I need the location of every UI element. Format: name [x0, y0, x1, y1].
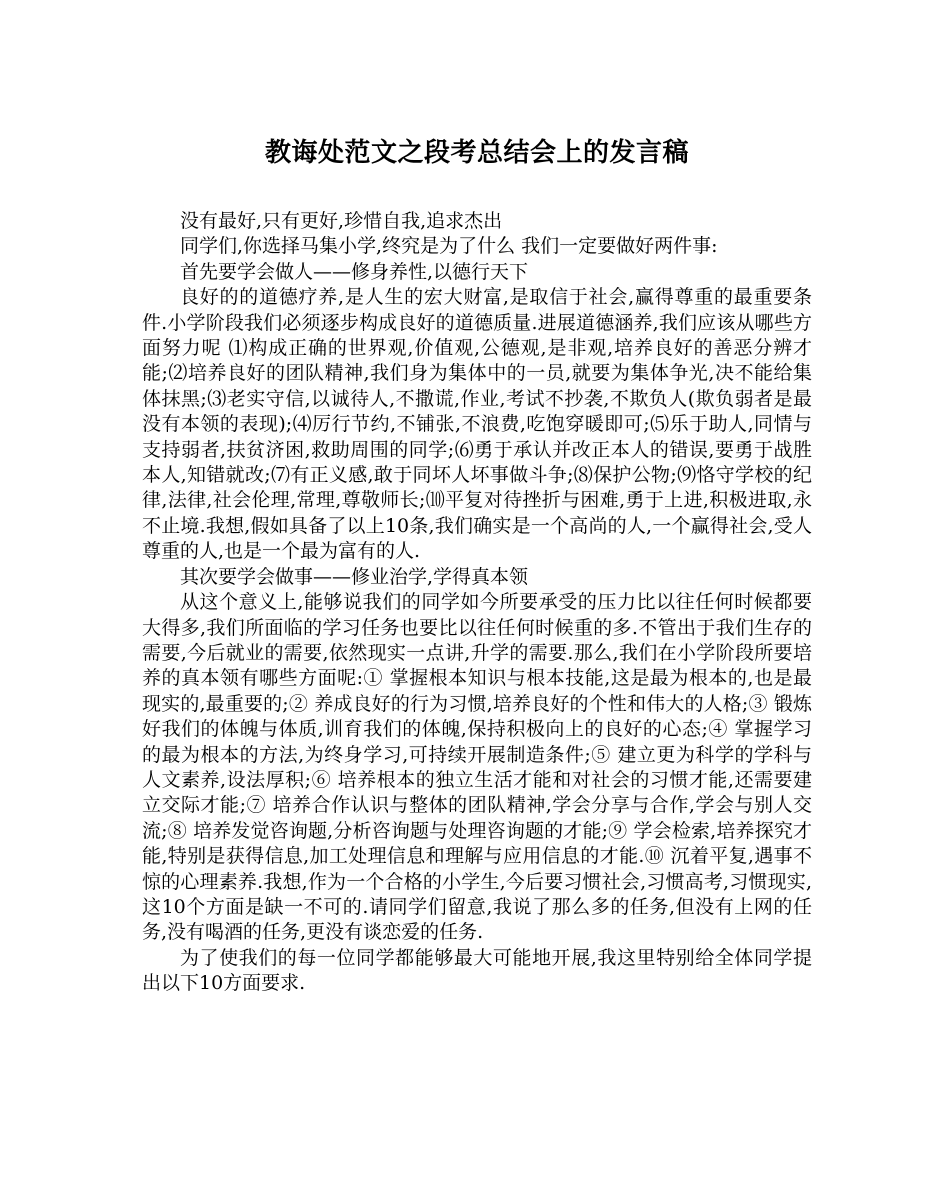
document-title: 教诲处范文之段考总结会上的发言稿 — [264, 138, 689, 168]
paragraph-requirements: 为了使我们的每一位同学都能够最大可能地开展,我这里特别给全体同学提出以下10方面要求. — [142, 946, 812, 995]
paragraph-heading-2: 其次要学会做事——修业治学,学得真本领 — [180, 565, 529, 588]
document-body — [142, 209, 812, 997]
paragraph-morality: 良好的的道德疗养,是人生的宏大财富,是取信于社会,赢得尊重的最重要条件.小学阶段我们必须逐步构成良好的道德质量.进展道德涵养,我们应该从哪些方面努力呢 ⑴构成正确的世界观,价值观,公德观,是非观,培养良好的善恶分辨才能;⑵培养良好的团队精神,我们身为集体中的一员,就要为集体争光,决不能给集体抹黑;⑶老实守信,以诚待人,不撒谎,作业,考试不抄袭,不欺负人(欺负弱者是最没有本领的表现);⑷厉行节约,不铺张,不浪费,吃饱穿暖即可;⑸乐于助人,同情与支持弱者,扶贫济困,救助周围的同学;⑹勇于承认并改正本人的错误,要勇于战胜本人,知错就改;⑺有正义感,敢于同坏人坏事做斗争;⑻保护公物;⑼恪守学校的纪律,法律,社会伦理,常理,尊敬师长;⑽平复对待挫折与困难,勇于上进,积极进取,永不止境.我想,假如具备了以上10条,我们确实是一个高尚的人,一个赢得社会,受人尊重的人,也是一个最为富有的人. — [142, 286, 812, 563]
paragraph-study: 从这个意义上,能够说我们的同学如今所要承受的压力比以往任何时候都要大得多,我们所面临的学习任务也要比以往任何时候重的多.不管出于我们生存的需要,今后就业的需要,依然现实一点讲,升学的需要.那么,我们在小学阶段所要培养的真本领有哪些方面呢:① 掌握根本知识与根本技能,这是最为根本的,也是最现实的,最重要的;② 养成良好的行为习惯,培养良好的个性和伟大的人格;③ 锻炼好我们的体魄与体质,训育我们的体魄,保持积极向上的良好的心态;④ 掌握学习的最为根本的方法,为终身学习,可持续开展制造条件;⑤ 建立更为科学的学科与人文素养,设法厚积;⑥ 培养根本的独立生活才能和对社会的习惯才能,还需要建立交际才能;⑦ 培养合作认识与整体的团队精神,学会分享与合作,学会与别人交流;⑧ 培养发觉咨询题,分析咨询题与处理咨询题的才能;⑨ 学会检索,培养探究才能,特别是获得信息,加工处理信息和理解与应用信息的才能.⑩ 沉着平复,遇事不惊的心理素养.我想,作为一个合格的小学生,今后要习惯社会,习惯高考,习惯现实,这10个方面是缺一不可的.请同学们留意,我说了那么多的任务,但没有上网的任务,没有喝酒的任务,更没有谈恋爱的任务. — [142, 591, 812, 944]
paragraph-intro: 同学们,你选择马集小学,终究是为了什么 我们一定要做好两件事: — [180, 235, 718, 258]
document-page — [142, 135, 812, 997]
paragraph-heading-1: 首先要学会做人——修身养性,以德行天下 — [180, 260, 529, 283]
paragraph-motto: 没有最好,只有更好,珍惜自我,追求杰出 — [180, 210, 503, 232]
